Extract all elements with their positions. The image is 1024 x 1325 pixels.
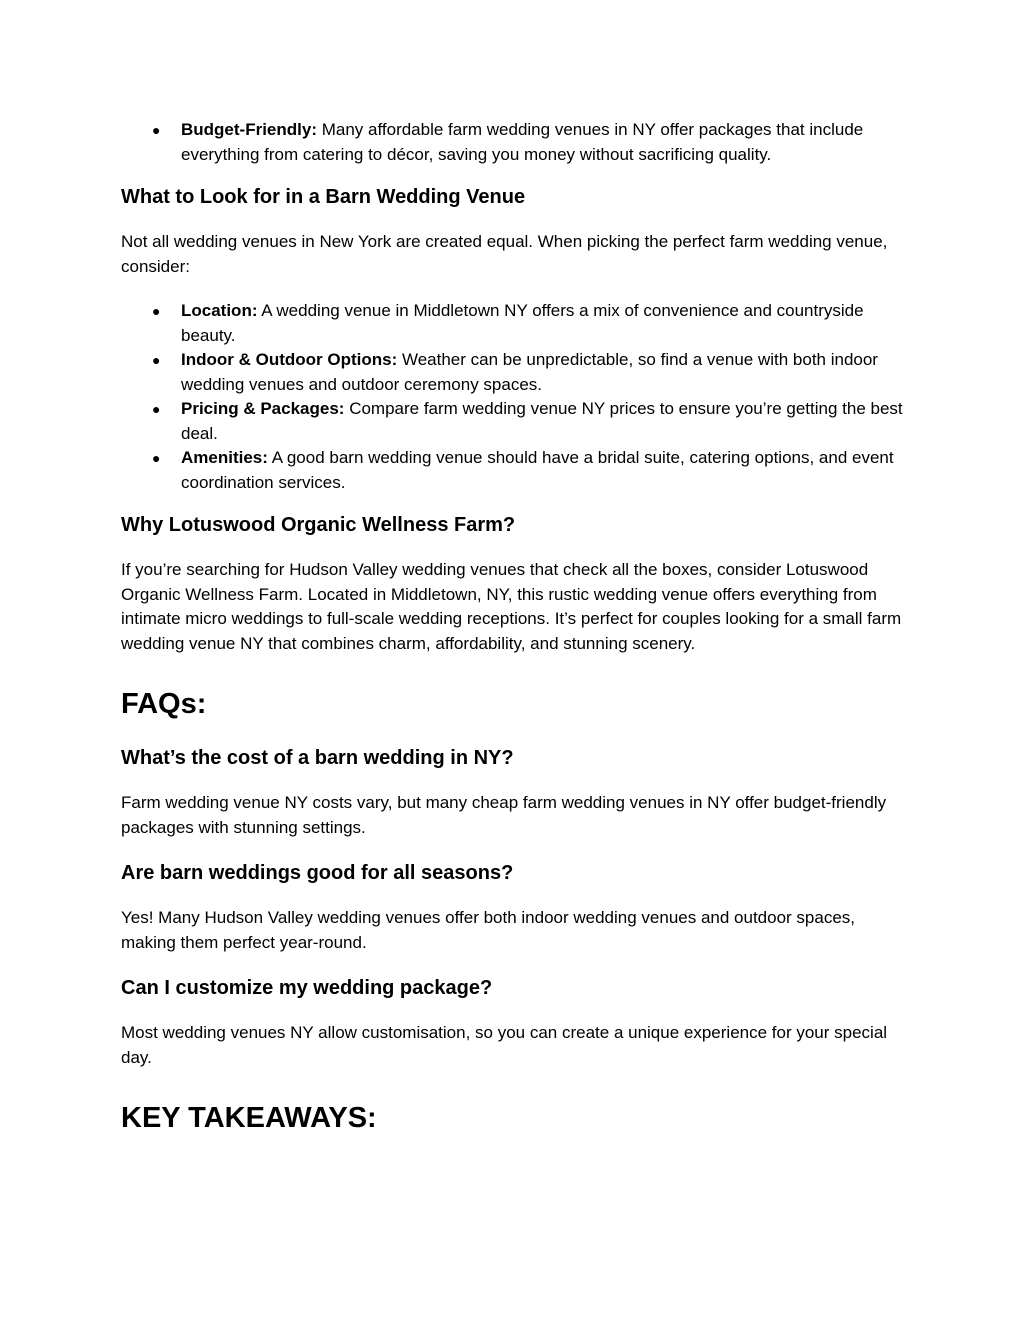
bullet-text: A good barn wedding venue should have a bridal suite, catering options, and event coordination services. (181, 448, 894, 492)
list-item (121, 348, 911, 397)
section-heading-look-for: What to Look for in a Barn Wedding Venue (121, 186, 526, 208)
list-item (121, 446, 911, 495)
faq-answer: Most wedding venues NY allow customisation, so you can create a unique experience for your special day. (121, 1023, 888, 1067)
bullet-label: Amenities: (181, 448, 268, 467)
bullet-icon: ● (152, 401, 161, 417)
bullet-text: Many affordable farm wedding venues in NY offer packages that include everything from catering to décor, saving you money without sacrificing quality. (181, 120, 864, 164)
key-takeaways-heading: KEY TAKEAWAYS: (121, 1102, 377, 1134)
faq-question: What’s the cost of a barn wedding in NY? (121, 747, 514, 769)
bullet-icon: ● (152, 122, 161, 138)
section-paragraph: If you’re searching for Hudson Valley wedding venues that check all the boxes, consider Lotuswood Organic Wellness Farm. Located in Middletown, NY, this rustic wedding venue offers everything from intimate micro weddings to full-scale wedding receptions. It’s perfect for couples looking for a small farm wedding venue NY that combines charm, affordability, and stunning scenery. (121, 560, 902, 653)
bullet-label: Indoor & Outdoor Options: (181, 350, 398, 369)
list-item (121, 299, 911, 348)
bullet-text: A wedding venue in Middletown NY offers a mix of convenience and countryside beauty. (181, 301, 864, 345)
list-item (121, 397, 911, 446)
intro-bullet-list (121, 118, 911, 167)
section-paragraph: Not all wedding venues in New York are created equal. When picking the perfect farm wedding venue, consider: (121, 232, 888, 276)
bullet-text: Weather can be unpredictable, so find a venue with both indoor wedding venues and outdoor ceremony spaces. (181, 350, 878, 394)
bullet-label: Pricing & Packages: (181, 399, 345, 418)
bullet-label: Location: (181, 301, 258, 320)
bullet-text: Compare farm wedding venue NY prices to ensure you’re getting the best deal. (181, 399, 903, 443)
section-heading-why: Why Lotuswood Organic Wellness Farm? (121, 514, 516, 536)
list-item (121, 118, 911, 167)
faqs-heading: FAQs: (121, 688, 207, 720)
bullet-icon: ● (152, 303, 161, 319)
faq-answer: Yes! Many Hudson Valley wedding venues offer both indoor wedding venues and outdoor spaces, making them perfect year-round. (121, 908, 856, 952)
faq-answer: Farm wedding venue NY costs vary, but many cheap farm wedding venues in NY offer budget-friendly packages with stunning settings. (121, 793, 887, 837)
faq-question: Are barn weddings good for all seasons? (121, 862, 514, 884)
document-page (121, 118, 911, 1136)
bullet-label: Budget-Friendly: (181, 120, 317, 139)
bullet-icon: ● (152, 352, 161, 368)
faq-question: Can I customize my wedding package? (121, 977, 493, 999)
bullet-icon: ● (152, 450, 161, 466)
look-for-bullet-list (121, 299, 911, 495)
